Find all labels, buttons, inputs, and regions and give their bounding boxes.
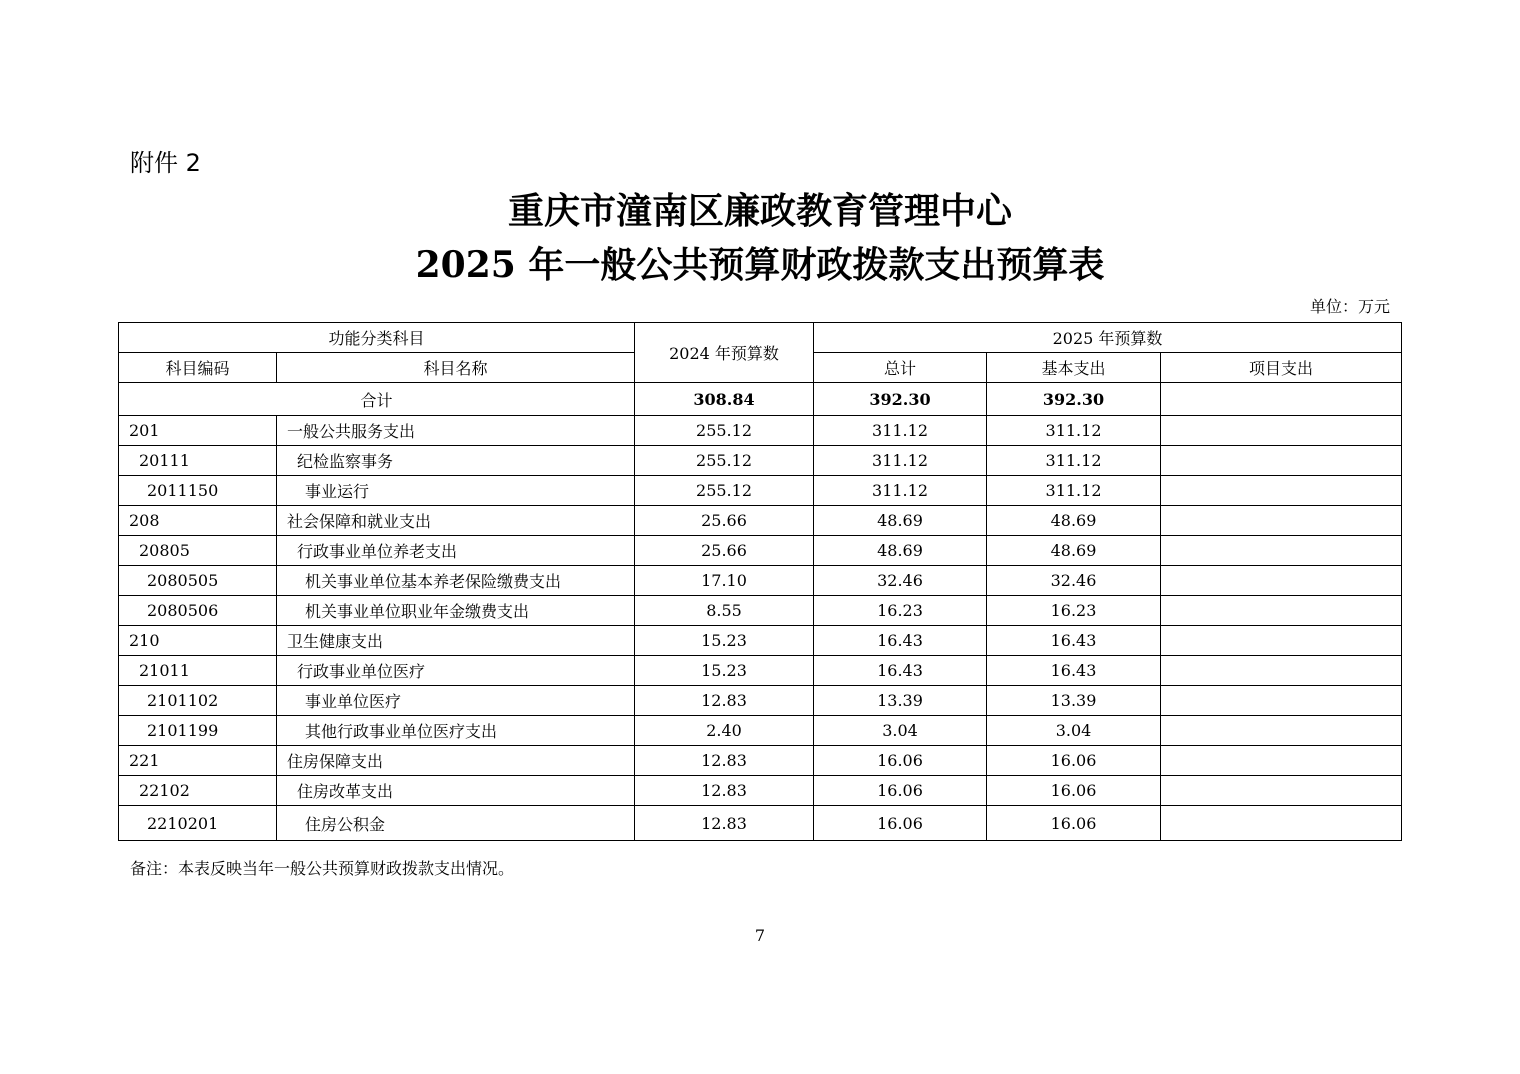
row-budget-2024: 12.83 — [635, 746, 814, 776]
header-row-1 — [119, 323, 1402, 353]
row-basic-2025: 13.39 — [987, 686, 1161, 716]
row-project-2025 — [1161, 446, 1402, 476]
row-basic-2025: 16.43 — [987, 626, 1161, 656]
table-row — [119, 806, 1402, 841]
row-project-2025 — [1161, 416, 1402, 446]
row-code: 20111 — [119, 446, 277, 476]
table-row — [119, 686, 1402, 716]
row-budget-2024: 255.12 — [635, 476, 814, 506]
header-total: 总计 — [814, 353, 987, 383]
row-basic-2025: 48.69 — [987, 506, 1161, 536]
row-code: 2080506 — [119, 596, 277, 626]
row-total-2025: 13.39 — [814, 686, 987, 716]
table-row — [119, 446, 1402, 476]
table-row — [119, 476, 1402, 506]
row-budget-2024: 17.10 — [635, 566, 814, 596]
row-budget-2024: 255.12 — [635, 446, 814, 476]
table-row — [119, 506, 1402, 536]
row-budget-2024: 255.12 — [635, 416, 814, 446]
total-basic-2025: 392.30 — [987, 383, 1161, 416]
row-budget-2024: 8.55 — [635, 596, 814, 626]
header-basic: 基本支出 — [987, 353, 1161, 383]
row-budget-2024: 12.83 — [635, 806, 814, 841]
row-total-2025: 32.46 — [814, 566, 987, 596]
row-name: 住房保障支出 — [277, 746, 635, 776]
table-row — [119, 626, 1402, 656]
row-name: 住房改革支出 — [277, 776, 635, 806]
page-number: 7 — [754, 926, 766, 945]
table-row — [119, 656, 1402, 686]
total-row — [119, 383, 1402, 416]
row-code: 2210201 — [119, 806, 277, 841]
row-name: 纪检监察事务 — [277, 446, 635, 476]
row-project-2025 — [1161, 806, 1402, 841]
row-code: 2101199 — [119, 716, 277, 746]
row-basic-2025: 16.06 — [987, 776, 1161, 806]
row-name: 住房公积金 — [277, 806, 635, 841]
row-project-2025 — [1161, 776, 1402, 806]
budget-table — [118, 322, 1402, 841]
row-total-2025: 48.69 — [814, 536, 987, 566]
row-budget-2024: 12.83 — [635, 686, 814, 716]
row-name: 一般公共服务支出 — [277, 416, 635, 446]
header-code: 科目编码 — [119, 353, 277, 383]
row-name: 行政事业单位养老支出 — [277, 536, 635, 566]
row-project-2025 — [1161, 476, 1402, 506]
row-total-2025: 16.43 — [814, 626, 987, 656]
row-project-2025 — [1161, 536, 1402, 566]
row-code: 2011150 — [119, 476, 277, 506]
row-basic-2025: 311.12 — [987, 476, 1161, 506]
row-code: 21011 — [119, 656, 277, 686]
row-name: 行政事业单位医疗 — [277, 656, 635, 686]
row-name: 事业单位医疗 — [277, 686, 635, 716]
row-basic-2025: 16.23 — [987, 596, 1161, 626]
row-budget-2024: 15.23 — [635, 656, 814, 686]
row-project-2025 — [1161, 686, 1402, 716]
row-budget-2024: 25.66 — [635, 536, 814, 566]
document-title-line1: 重庆市潼南区廉政教育管理中心 — [507, 190, 1012, 232]
row-code: 22102 — [119, 776, 277, 806]
row-total-2025: 16.06 — [814, 776, 987, 806]
attachment-label: 附件 2 — [130, 149, 201, 177]
table-note: 备注：本表反映当年一般公共预算财政拨款支出情况。 — [130, 859, 515, 878]
row-total-2025: 16.06 — [814, 806, 987, 841]
row-total-2025: 311.12 — [814, 416, 987, 446]
total-total-2025: 392.30 — [814, 383, 987, 416]
header-project: 项目支出 — [1161, 353, 1402, 383]
row-budget-2024: 15.23 — [635, 626, 814, 656]
header-name: 科目名称 — [277, 353, 635, 383]
table-row — [119, 566, 1402, 596]
table-row — [119, 536, 1402, 566]
row-basic-2025: 16.06 — [987, 746, 1161, 776]
row-project-2025 — [1161, 596, 1402, 626]
row-basic-2025: 16.06 — [987, 806, 1161, 841]
row-code: 2080505 — [119, 566, 277, 596]
row-code: 208 — [119, 506, 277, 536]
row-budget-2024: 25.66 — [635, 506, 814, 536]
row-name: 机关事业单位职业年金缴费支出 — [277, 596, 635, 626]
row-total-2025: 16.06 — [814, 746, 987, 776]
row-name: 其他行政事业单位医疗支出 — [277, 716, 635, 746]
row-budget-2024: 12.83 — [635, 776, 814, 806]
row-name: 事业运行 — [277, 476, 635, 506]
table-row — [119, 596, 1402, 626]
table-row — [119, 746, 1402, 776]
row-basic-2025: 3.04 — [987, 716, 1161, 746]
row-code: 210 — [119, 626, 277, 656]
row-basic-2025: 16.43 — [987, 656, 1161, 686]
document-title-line2: 2025 年一般公共预算财政拨款支出预算表 — [415, 244, 1105, 286]
row-name: 卫生健康支出 — [277, 626, 635, 656]
total-label: 合计 — [119, 383, 635, 416]
row-code: 2101102 — [119, 686, 277, 716]
header-budget-2024: 2024 年预算数 — [635, 323, 814, 383]
row-project-2025 — [1161, 506, 1402, 536]
row-basic-2025: 311.12 — [987, 446, 1161, 476]
row-basic-2025: 311.12 — [987, 416, 1161, 446]
header-budget-2025: 2025 年预算数 — [814, 323, 1402, 353]
row-code: 20805 — [119, 536, 277, 566]
row-project-2025 — [1161, 656, 1402, 686]
table-row — [119, 716, 1402, 746]
row-basic-2025: 32.46 — [987, 566, 1161, 596]
header-functional-category: 功能分类科目 — [119, 323, 635, 353]
total-project-2025 — [1161, 383, 1402, 416]
row-total-2025: 311.12 — [814, 476, 987, 506]
row-total-2025: 311.12 — [814, 446, 987, 476]
row-basic-2025: 48.69 — [987, 536, 1161, 566]
row-total-2025: 16.43 — [814, 656, 987, 686]
table-row — [119, 416, 1402, 446]
row-code: 221 — [119, 746, 277, 776]
row-project-2025 — [1161, 626, 1402, 656]
row-name: 机关事业单位基本养老保险缴费支出 — [277, 566, 635, 596]
row-total-2025: 3.04 — [814, 716, 987, 746]
row-total-2025: 48.69 — [814, 506, 987, 536]
row-budget-2024: 2.40 — [635, 716, 814, 746]
row-total-2025: 16.23 — [814, 596, 987, 626]
row-project-2025 — [1161, 746, 1402, 776]
row-code: 201 — [119, 416, 277, 446]
table-row — [119, 776, 1402, 806]
row-name: 社会保障和就业支出 — [277, 506, 635, 536]
unit-label: 单位：万元 — [1309, 297, 1390, 316]
row-project-2025 — [1161, 716, 1402, 746]
total-budget-2024: 308.84 — [635, 383, 814, 416]
row-project-2025 — [1161, 566, 1402, 596]
